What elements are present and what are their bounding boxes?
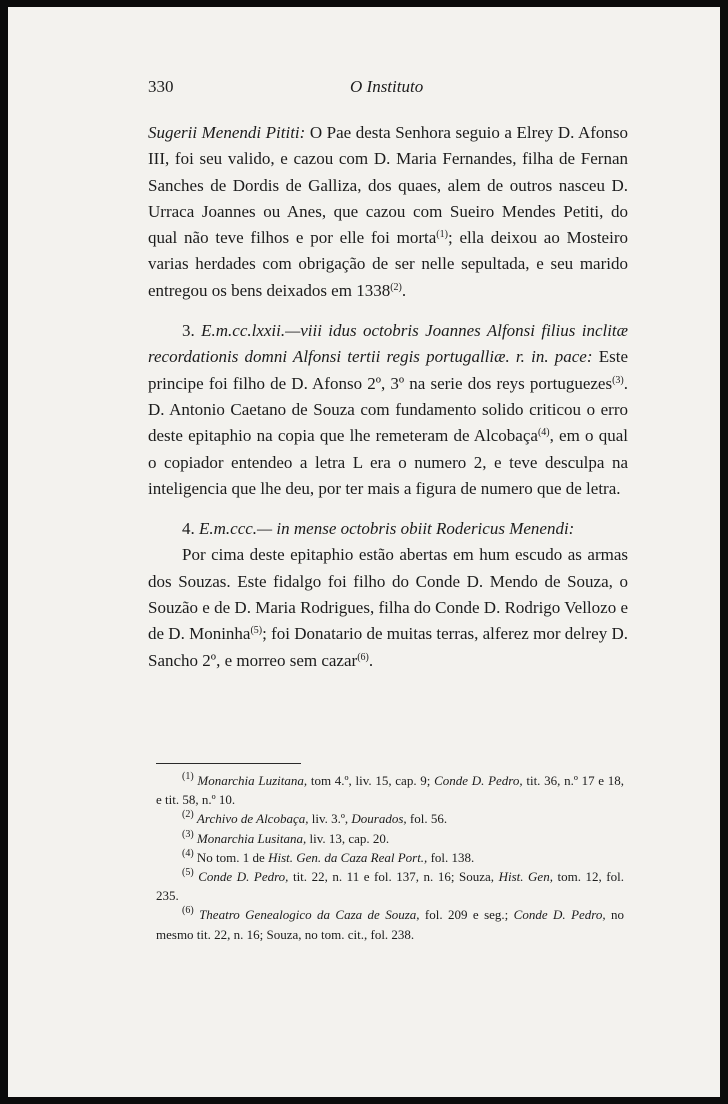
work-title: Dourados, [348, 811, 407, 827]
footnote-text: fol. 209 e seg.; [419, 907, 509, 923]
main-text [148, 120, 628, 674]
footnote-text: tit. 36, n.º 17 e 18, e tit. 58, n.º 10. [156, 773, 624, 808]
paragraph-text: . D. Antonio Caetano de Souza com fundamento solido criticou o erro deste epitaphio na copia que lhe remeteram de Alcobaça [148, 373, 628, 446]
footnote-text: no mesmo tit. 22, n. 16; Souza, no tom. cit., fol. 238. [156, 907, 625, 942]
work-title: Archivo de Alcobaça, [196, 811, 309, 827]
footnote-text: tit. 22, n. 11 e fol. 137, n. 16; Souza, [288, 869, 495, 885]
paragraph-text: ; foi Donatario de muitas terras, alferez mor delrey D. Sancho 2º, e morreo sem cazar [148, 624, 628, 670]
work-title: Conde D. Pedro, [198, 869, 289, 885]
footnote-ref: (5) [250, 625, 263, 637]
footnote-mark: (6) [182, 905, 194, 917]
paragraph-epitaph-4 [148, 516, 628, 542]
running-title: O Instituto [350, 77, 424, 96]
paragraph-epitaph-3 [148, 318, 628, 502]
work-title: Monarchia Luzitana, [197, 773, 308, 788]
footnote-mark: (3) [182, 828, 194, 840]
footnote-mark: (4) [182, 847, 194, 859]
book-page [8, 7, 720, 1097]
footnote-6 [156, 905, 624, 943]
footnote-mark: (2) [182, 809, 194, 821]
footnote-text: No tom. 1 de [196, 849, 269, 865]
paragraph-sugerii [148, 120, 628, 304]
footnote-4 [156, 848, 624, 867]
epitaph-inscription: E.m.cc.lxxii.—viii idus octobris Joannes Alfonsi filius inclitæ recordationis domni Alfonsi tertii regis portugalliæ. r. in. pace: [148, 321, 628, 367]
paragraph-text: . [401, 280, 407, 300]
paragraph-title: Sugerii Menendi Pititi: [148, 123, 306, 142]
footnote-text: tom. 12, fol. 235. [156, 869, 624, 904]
footnote-3 [156, 829, 624, 848]
footnote-text: tom 4.º, liv. 15, cap. 9; [307, 773, 431, 788]
footnotes [156, 771, 624, 944]
footnote-text: fol. 138. [427, 849, 475, 865]
work-title: Hist. Gen, [494, 869, 553, 885]
footnote-2 [156, 809, 624, 828]
paragraph-text: ; ella deixou ao Mosteiro varias herdades com obrigação de ser nelle sepultada, e seu marido entregou os bens deixados em 1338 [148, 228, 628, 300]
paragraph-text: Este principe foi filho de D. Afonso 2º, 3º na serie dos reys portuguezes [148, 347, 628, 393]
footnote-mark: (1) [182, 771, 194, 782]
paragraph-number: 3. [182, 321, 195, 341]
footnote-ref: (2) [390, 281, 402, 293]
page-header [148, 77, 628, 101]
footnote-ref: (4) [537, 427, 550, 439]
paragraph-text: O Pae desta Senhora seguio a Elrey D. Afonso III, foi seu valido, e cazou com D. Maria Fernandes, filha de Fernan Sanches de Dordis de Galliza, dos quaes, alem de outros nasceu D. Urraca Joannes ou Anes, que cazou com Sueiro Mendes Petiti, do qual não teve filhos e por elle foi morta [148, 123, 628, 248]
footnote-ref: (1) [436, 229, 448, 241]
work-title: Monarchia Lusitana, [196, 830, 307, 846]
paragraph-souzas [148, 542, 628, 673]
page-number: 330 [148, 77, 174, 96]
paragraph-number: 4. [182, 519, 195, 539]
footnote-ref: (3) [612, 374, 624, 386]
epitaph-inscription: E.m.ccc.— in mense octobris obiit Rodericus Menendi: [199, 519, 575, 539]
footnote-mark: (5) [182, 867, 194, 879]
work-title: Hist. Gen. da Caza Real Port., [268, 849, 428, 865]
paragraph-text: , em o qual o copiador entendeo a letra L era o numero 2, e teve desculpa na inteligencia que lhe deu, por ter mais a figura de numero que de letra. [148, 426, 628, 498]
footnote-text: liv. 13, cap. 20. [306, 830, 390, 846]
footnote-ref: (6) [357, 651, 369, 663]
paragraph-text: Por cima deste epitaphio estão abertas em hum escudo as armas dos Souzas. Este fidalgo foi filho do Conde D. Mendo de Souza, o Souzão e de D. Maria Rodrigues, filha do Conde D. Rodrigo Vellozo e de D. Moninha [148, 545, 628, 644]
footnote-text: liv. 3.º, [308, 811, 349, 827]
footnote-1 [156, 771, 624, 809]
work-title: Conde D. Pedro, [508, 907, 606, 923]
footnote-5 [156, 867, 624, 905]
footnote-text: fol. 56. [406, 811, 448, 827]
work-title: Conde D. Pedro, [430, 773, 523, 788]
work-title: Theatro Genealogico da Caza de Souza, [199, 907, 420, 923]
footnote-divider [156, 763, 301, 764]
paragraph-text: . [368, 650, 374, 670]
